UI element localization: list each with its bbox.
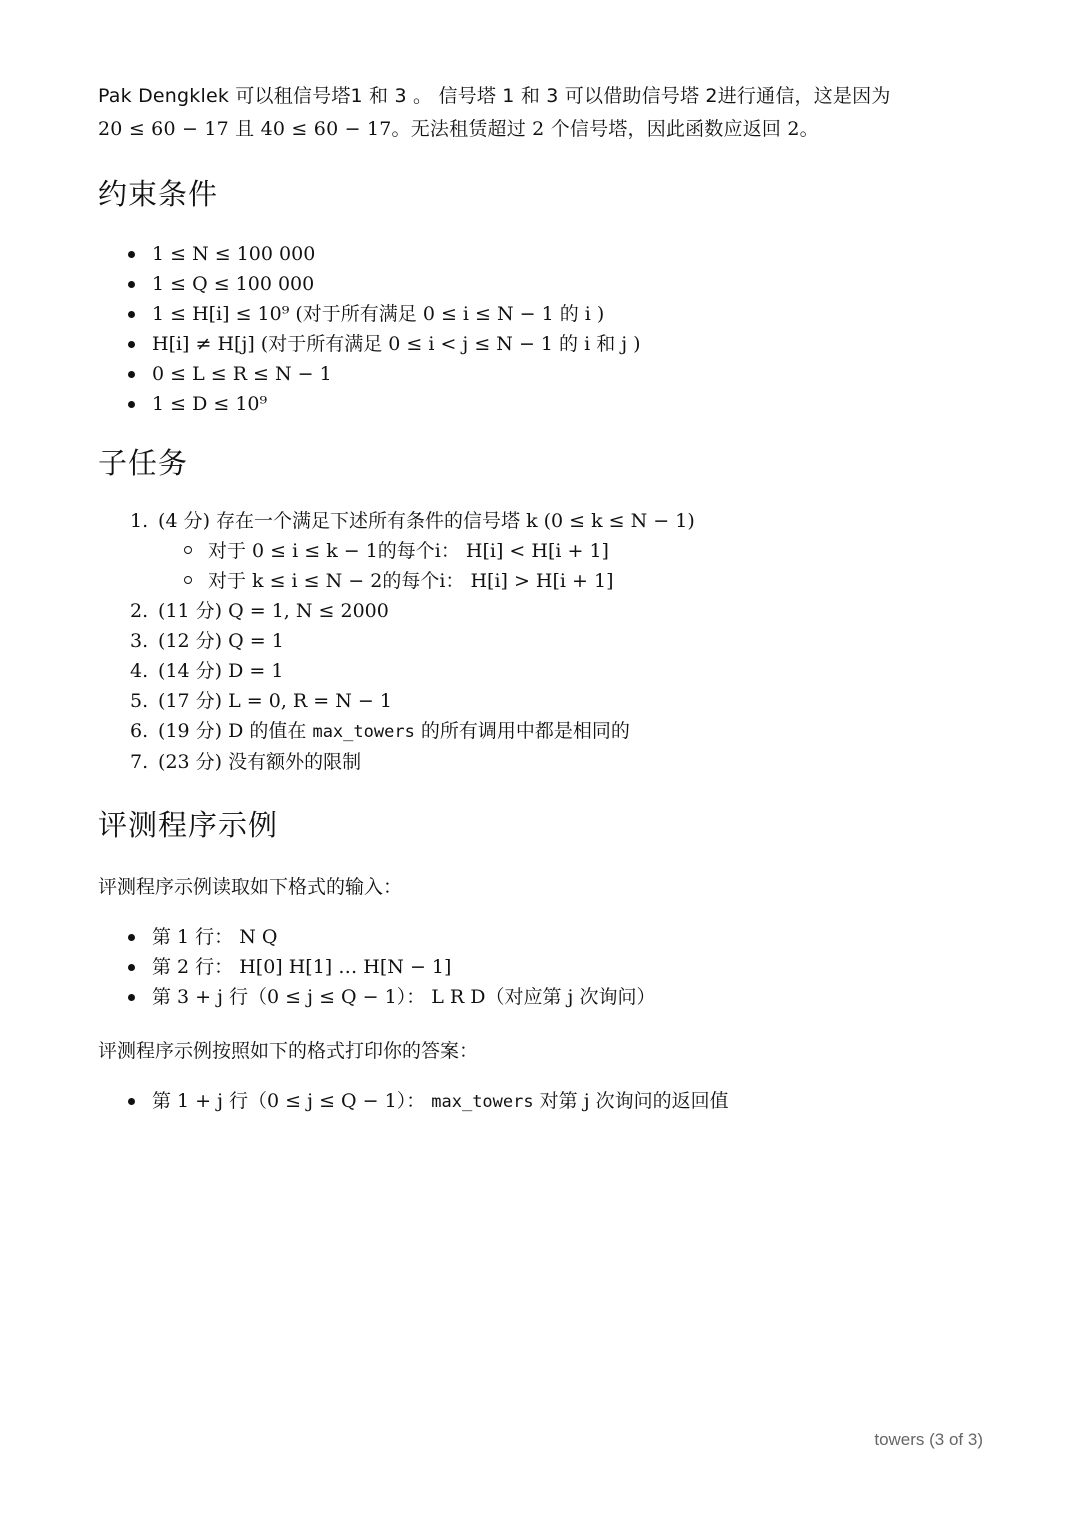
document-page	[98, 80, 978, 1117]
page-footer: towers (3 of 3)	[874, 1430, 983, 1449]
subtask-condition-list	[130, 536, 978, 596]
subtask-item	[130, 686, 978, 716]
output-format-item	[128, 1086, 978, 1117]
constraint-item: 1 ≤ Q ≤ 100 000	[128, 269, 978, 299]
function-name-code: max_towers	[431, 1092, 534, 1112]
output-format-list	[98, 1086, 978, 1117]
input-format-list	[98, 922, 978, 1012]
subtask-item	[130, 596, 978, 626]
input-format-item: 第 2 行： H[0] H[1] … H[N − 1]	[128, 952, 978, 982]
intro-line-1: Pak Dengklek 可以租信号塔1 和 3 。 信号塔 1 和 3 可以借助信号塔 2进行通信，这是因为	[98, 85, 891, 107]
intro-paragraph	[98, 80, 978, 146]
subtask-text: (12 分) Q = 1	[158, 630, 284, 652]
constraint-item: 1 ≤ H[i] ≤ 10⁹ (对于所有满足 0 ≤ i ≤ N − 1 的 i )	[128, 299, 978, 329]
subtask-number: 4.	[130, 660, 149, 682]
subtasks-heading: 子任务	[98, 446, 189, 480]
sample-grader-heading: 评测程序示例	[98, 808, 279, 842]
subtask-item	[130, 506, 978, 596]
subtask-text: (17 分) L = 0, R = N − 1	[158, 690, 392, 712]
subtask-number: 3.	[130, 630, 149, 652]
output-text-post: 对第 j 次询问的返回值	[533, 1090, 729, 1112]
function-name-code: max_towers	[312, 722, 415, 742]
subtask-item	[130, 626, 978, 656]
subtask-number: 5.	[130, 690, 149, 712]
subtask-number: 6.	[130, 720, 149, 742]
constraints-list	[98, 239, 978, 419]
subtask-text: (23 分) 没有额外的限制	[158, 751, 362, 773]
subtask-text: (11 分) Q = 1, N ≤ 2000	[158, 600, 389, 622]
subtask-text: (4 分) 存在一个满足下述所有条件的信号塔 k (0 ≤ k ≤ N − 1)	[158, 510, 695, 532]
input-format-item: 第 1 行： N Q	[128, 922, 978, 952]
input-format-item: 第 3 + j 行（0 ≤ j ≤ Q − 1）： L R D（对应第 j 次询问）	[128, 982, 978, 1012]
subtask-text-post: 的所有调用中都是相同的	[414, 720, 630, 742]
constraint-item: H[i] ≠ H[j] (对于所有满足 0 ≤ i < j ≤ N − 1 的 i 和 j )	[128, 329, 978, 359]
subtask-item	[130, 656, 978, 686]
subtask-item	[130, 747, 978, 777]
constraint-item: 1 ≤ D ≤ 10⁹	[128, 389, 978, 419]
output-text-pre: 第 1 + j 行（0 ≤ j ≤ Q − 1）：	[152, 1090, 432, 1112]
subtask-text-pre: (19 分) D 的值在	[158, 720, 313, 742]
output-format-intro: 评测程序示例按照如下的格式打印你的答案：	[98, 1040, 479, 1062]
subtask-number: 2.	[130, 600, 149, 622]
input-format-intro: 评测程序示例读取如下格式的输入：	[98, 876, 403, 898]
constraints-heading: 约束条件	[98, 177, 219, 211]
constraint-item: 1 ≤ N ≤ 100 000	[128, 239, 978, 269]
intro-line-2: 20 ≤ 60 − 17 且 40 ≤ 60 − 17。无法租赁超过 2 个信号塔，因此函数应返回 2。	[98, 118, 819, 140]
subtask-number: 1.	[130, 510, 149, 532]
subtask-item	[130, 716, 978, 747]
subtask-condition: 对于 0 ≤ i ≤ k − 1的每个i： H[i] < H[i + 1]	[184, 536, 978, 566]
subtasks-list	[98, 506, 978, 777]
subtask-number: 7.	[130, 751, 149, 773]
subtask-condition: 对于 k ≤ i ≤ N − 2的每个i： H[i] > H[i + 1]	[184, 566, 978, 596]
constraint-item: 0 ≤ L ≤ R ≤ N − 1	[128, 359, 978, 389]
subtask-text: (14 分) D = 1	[158, 660, 284, 682]
